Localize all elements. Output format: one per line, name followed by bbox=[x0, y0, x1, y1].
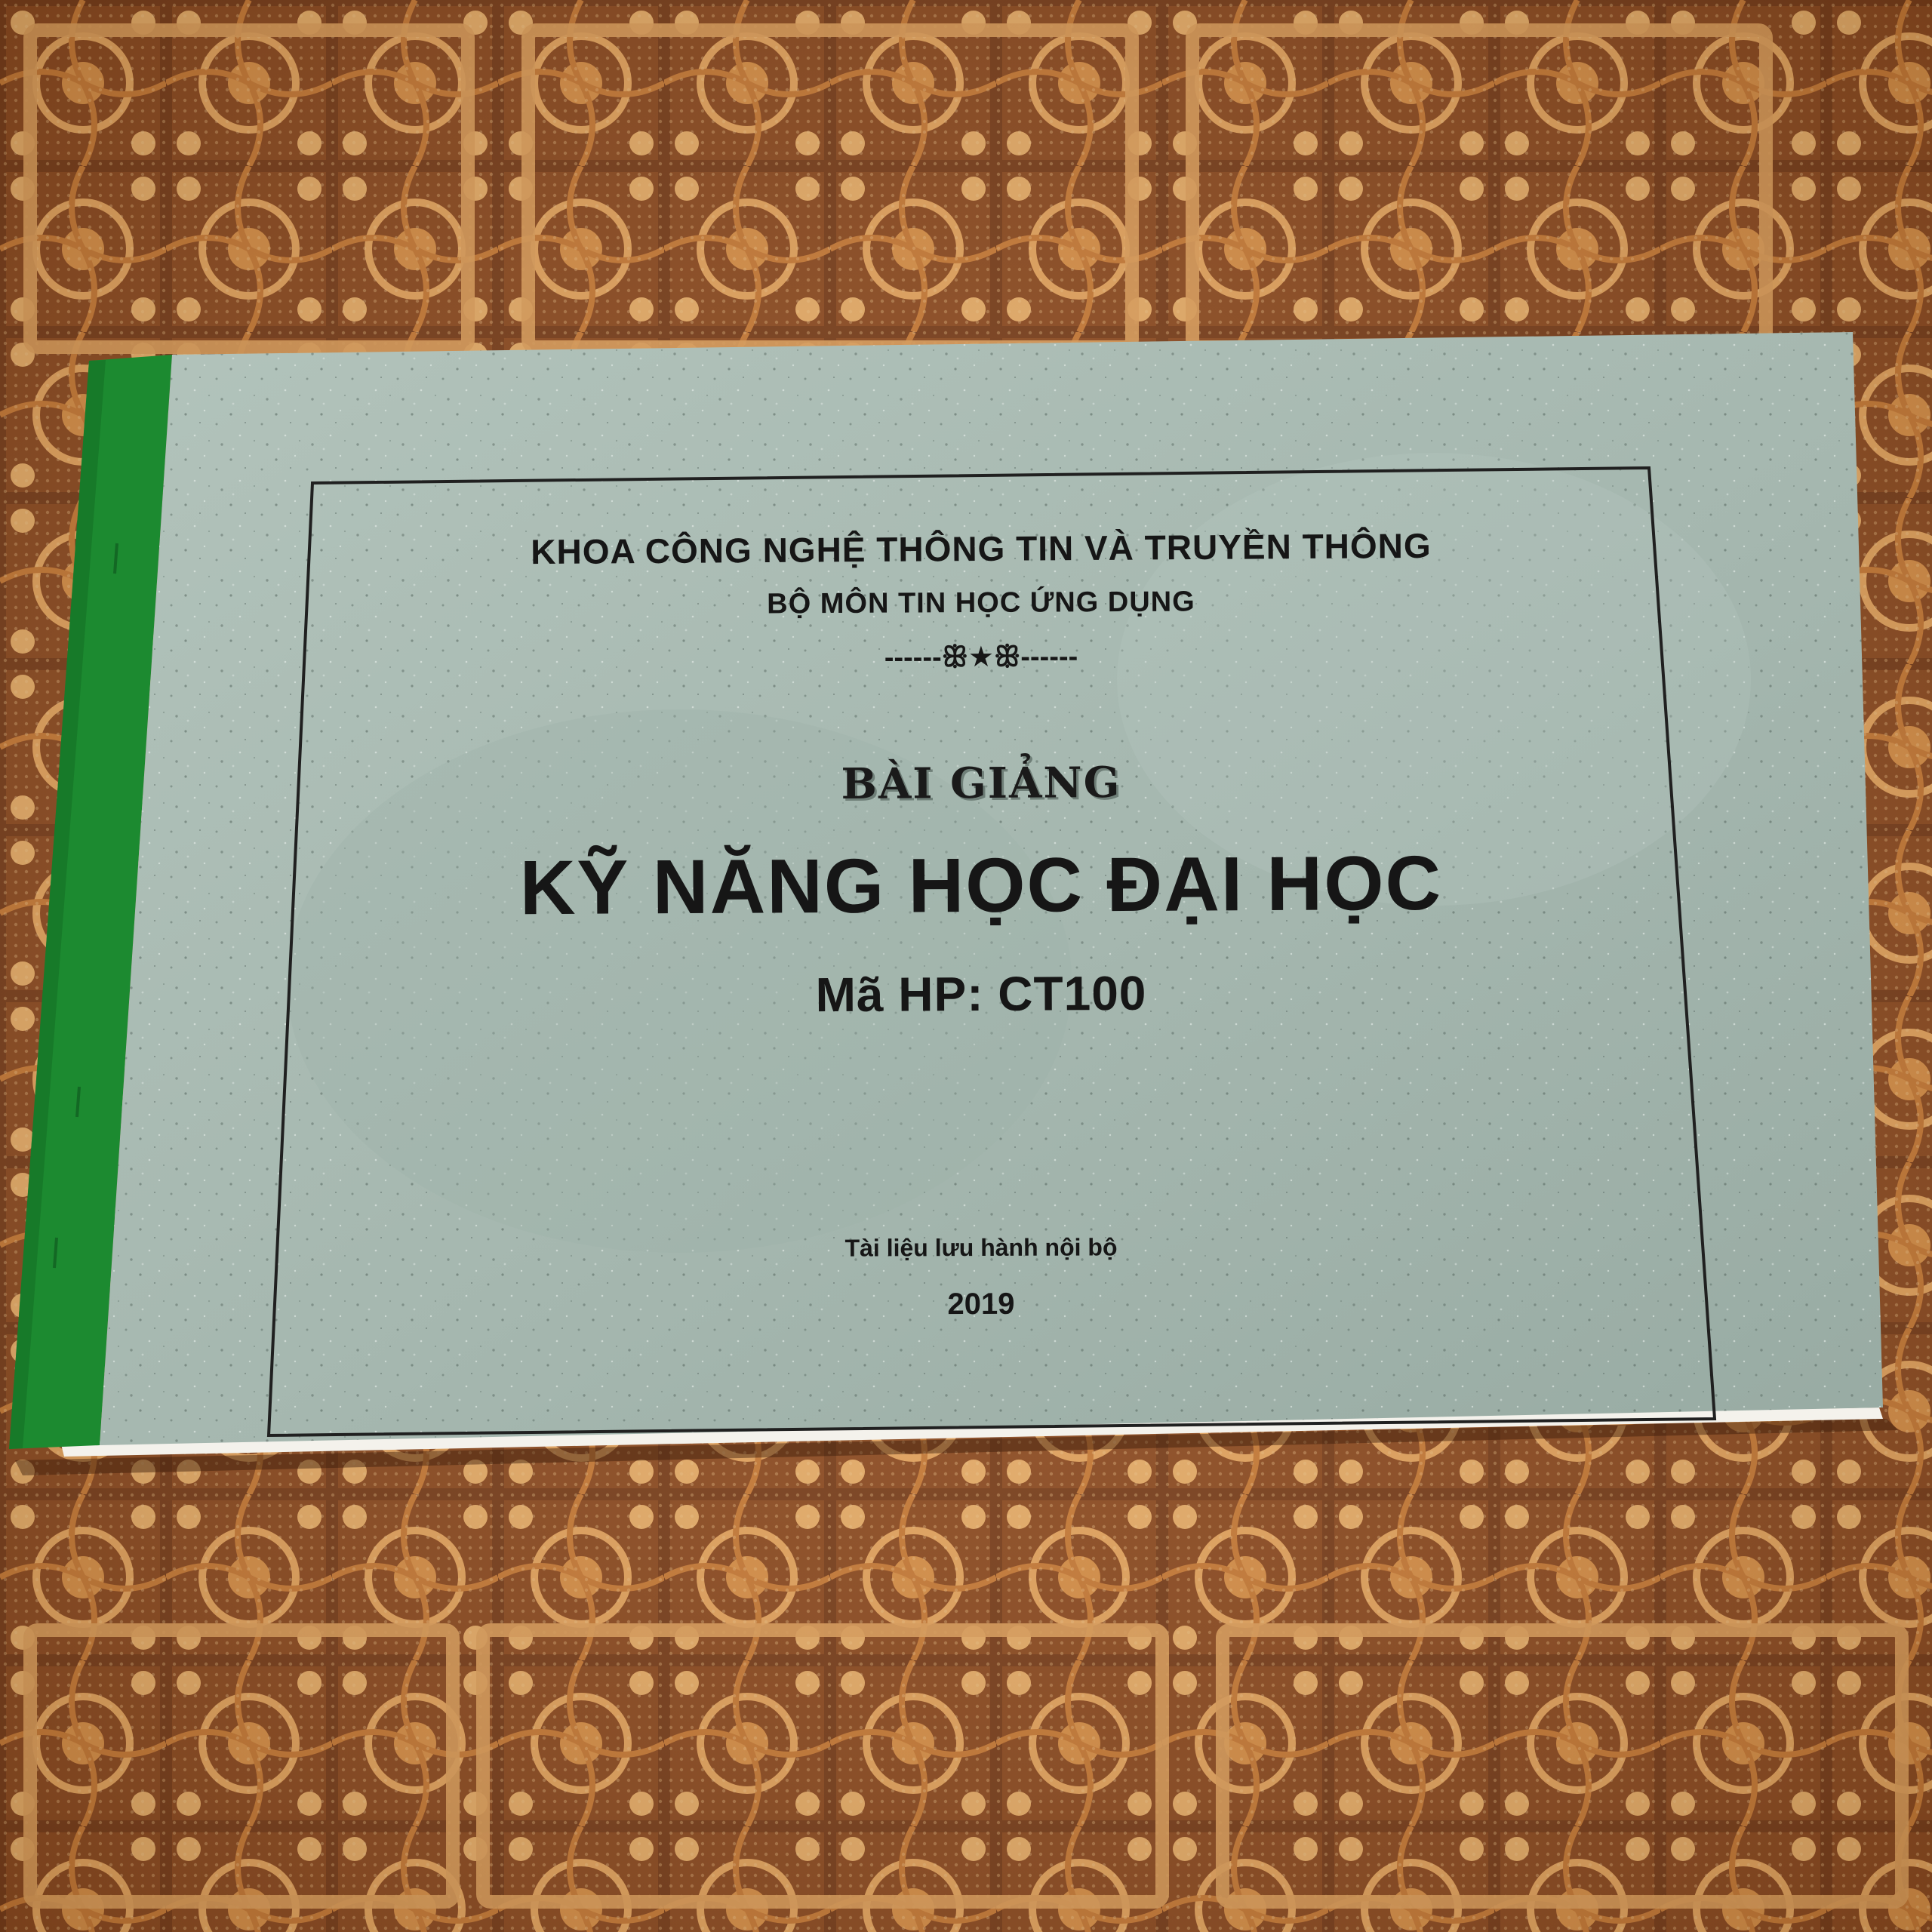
circulation-note: Tài liệu lưu hành nội bộ bbox=[844, 1233, 1118, 1262]
course-code: Mã HP: CT100 bbox=[815, 965, 1147, 1023]
decorative-ornament: ------ꕥ★ꕥ------ bbox=[884, 641, 1078, 674]
lecture-label: BÀI GIẢNG bbox=[841, 758, 1121, 809]
book-title: KỸ NĂNG HỌC ĐẠI HỌC bbox=[519, 839, 1443, 931]
department-name: BỘ MÔN TIN HỌC ỨNG DỤNG bbox=[767, 586, 1195, 620]
publication-year: 2019 bbox=[947, 1287, 1015, 1321]
faculty-name: KHOA CÔNG NGHỆ THÔNG TIN VÀ TRUYỀN THÔNG bbox=[531, 525, 1432, 572]
